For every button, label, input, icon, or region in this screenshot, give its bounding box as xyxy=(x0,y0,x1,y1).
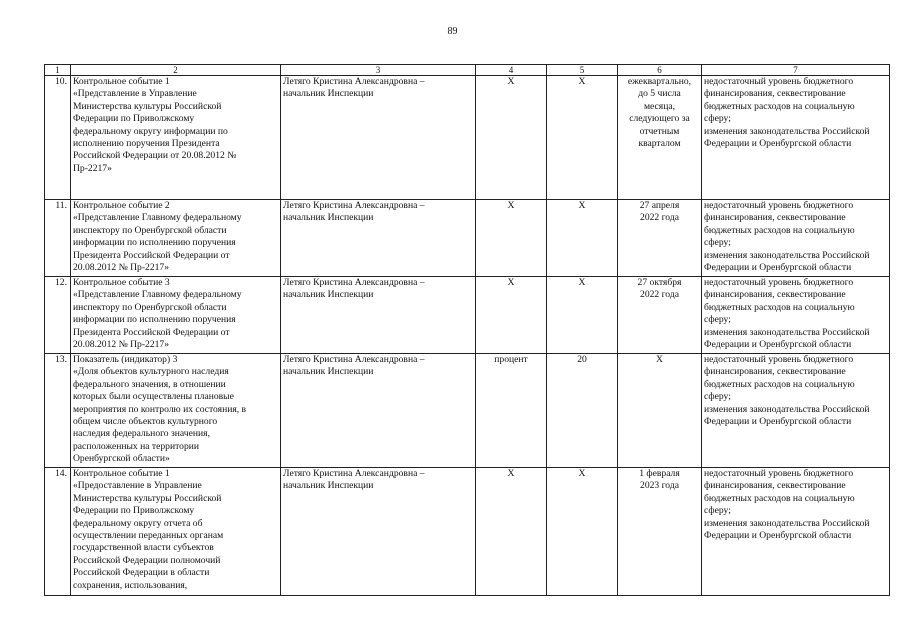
responsible-person: Летяго Кристина Александровна – начальник Инспекции xyxy=(281,277,476,354)
responsible-person: Летяго Кристина Александровна – начальник Инспекции xyxy=(281,200,476,277)
unit-cell: процент xyxy=(476,354,547,468)
responsible-person: Летяго Кристина Александровна – начальник Инспекции xyxy=(281,468,476,596)
column-header: 5 xyxy=(547,65,618,76)
responsible-person: Летяго Кристина Александровна – начальник Инспекции xyxy=(281,354,476,468)
risks-cell: недостаточный уровень бюджетного финансирования, секвестирование бюджетных расходов на социальную сферу; изменения законодательства Российской Федерации и Оренбургской области xyxy=(702,200,890,277)
value-cell: 20 xyxy=(547,354,618,468)
deadline-cell: 27 октября 2022 года xyxy=(618,277,702,354)
responsible-person: Летяго Кристина Александровна – начальник Инспекции xyxy=(281,76,476,200)
column-header: 4 xyxy=(476,65,547,76)
column-header: 2 xyxy=(71,65,281,76)
table-row xyxy=(45,277,890,354)
table-header-row xyxy=(45,65,890,76)
page-number: 89 xyxy=(447,26,458,37)
deadline-cell: ежеквартально, до 5 числа месяца, следующего за отчетным кварталом xyxy=(618,76,702,200)
table-row xyxy=(45,76,890,200)
column-header: 1 xyxy=(45,65,71,76)
row-number: 13. xyxy=(45,354,71,468)
table-row xyxy=(45,200,890,277)
document-table xyxy=(44,64,890,596)
risks-cell: недостаточный уровень бюджетного финансирования, секвестирование бюджетных расходов на социальную сферу; изменения законодательства Российской Федерации и Оренбургской области xyxy=(702,468,890,596)
deadline-cell: 27 апреля 2022 года xyxy=(618,200,702,277)
indicator-description: Показатель (индикатор) 3 «Доля объектов культурного наследия федерального значения, в отношении которых были осуществлены плановые мероприятия по контролю их состояния, в общем числе объектов культурного наследия федерального значения, расположенных на территории Оренбургской области» xyxy=(71,354,281,468)
value-cell: Х xyxy=(547,277,618,354)
event-description: Контрольное событие 2 «Представление Главному федеральному инспектору по Оренбургской области информации по исполнению поручения Президента Российской Федерации от 20.08.2012 № Пр-2217» xyxy=(71,200,281,277)
event-description: Контрольное событие 1 «Представление в Управление Министерства культуры Российской Федерации по Приволжскому федеральному округу информации по исполнению поручения Президента Российской Федерации от 20.08.2012 № Пр-2217» xyxy=(71,76,281,200)
row-number: 11. xyxy=(45,200,71,277)
value-cell: Х xyxy=(547,200,618,277)
risks-cell: недостаточный уровень бюджетного финансирования, секвестирование бюджетных расходов на социальную сферу; изменения законодательства Российской Федерации и Оренбургской области xyxy=(702,354,890,468)
row-number: 10. xyxy=(45,76,71,200)
row-number: 12. xyxy=(45,277,71,354)
row-number: 14. xyxy=(45,468,71,596)
column-header: 6 xyxy=(618,65,702,76)
unit-cell: Х xyxy=(476,76,547,200)
risks-cell: недостаточный уровень бюджетного финансирования, секвестирование бюджетных расходов на социальную сферу; изменения законодательства Российской Федерации и Оренбургской области xyxy=(702,76,890,200)
deadline-cell: Х xyxy=(618,354,702,468)
unit-cell: Х xyxy=(476,200,547,277)
table-row xyxy=(45,354,890,468)
table-row xyxy=(45,468,890,596)
value-cell: Х xyxy=(547,76,618,200)
deadline-cell: 1 февраля 2023 года xyxy=(618,468,702,596)
column-header: 3 xyxy=(281,65,476,76)
event-description: Контрольное событие 3 «Представление Главному федеральному инспектору по Оренбургской области информации по исполнению поручения Президента Российской Федерации от 20.08.2012 № Пр-2217» xyxy=(71,277,281,354)
event-description: Контрольное событие 1 «Предоставление в Управление Министерства культуры Российской Федерации по Приволжскому федеральному округу отчета об осуществлении переданных органам государственной власти субъектов Российской Федерации полномочий Российской Федерации в области сохранения, использования, xyxy=(71,468,281,596)
unit-cell: Х xyxy=(476,277,547,354)
column-header: 7 xyxy=(702,65,890,76)
risks-cell: недостаточный уровень бюджетного финансирования, секвестирование бюджетных расходов на социальную сферу; изменения законодательства Российской Федерации и Оренбургской области xyxy=(702,277,890,354)
unit-cell: Х xyxy=(476,468,547,596)
value-cell: Х xyxy=(547,468,618,596)
